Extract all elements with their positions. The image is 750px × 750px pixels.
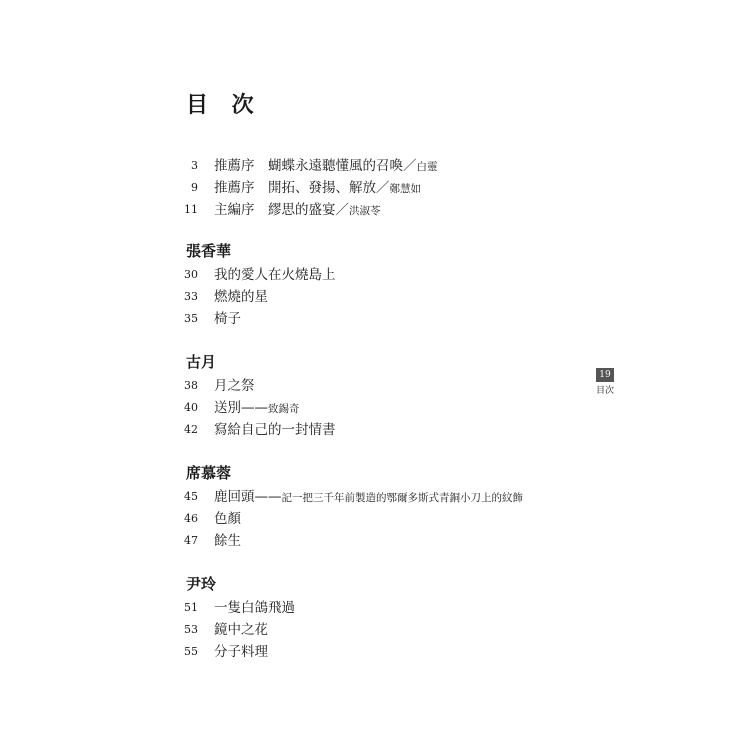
entry-text: 主編序 繆思的盛宴／洪淑苓 (214, 201, 381, 218)
entry-page-number: 40 (184, 401, 198, 414)
entry-title: 色顏 (214, 511, 241, 527)
toc-entry (0, 201, 381, 219)
entry-text (214, 488, 523, 507)
toc-entry (0, 310, 241, 328)
entry-title: 我的愛人在火燒島上 (214, 267, 336, 283)
entry-title: 椅子 (214, 311, 241, 327)
entry-title: 繆思的盛宴 (268, 201, 336, 218)
entry-page-number: 47 (184, 534, 198, 547)
entry-title: 月之祭 (214, 378, 255, 394)
entry-title: 寫給自己的一封情書 (214, 422, 336, 438)
entry-title: 一隻白鴿飛過 (214, 600, 295, 616)
entry-title: 開拓、發揚、解放 (268, 179, 376, 196)
section-heading-poet: 古月 (186, 353, 217, 371)
toc-entry (0, 488, 523, 506)
entry-page-number: 46 (184, 512, 198, 525)
toc-entry (0, 532, 241, 550)
page-title: 目 次 (186, 92, 262, 118)
toc-entry (0, 643, 268, 661)
entry-page-number: 9 (191, 181, 198, 194)
entry-page-number: 42 (184, 423, 198, 436)
toc-entry (0, 157, 438, 175)
entry-page-number: 55 (184, 645, 198, 658)
entry-author: 鄭慧如 (389, 182, 421, 195)
toc-entry (0, 399, 300, 417)
toc-entry (0, 288, 268, 306)
entry-label: 推薦序 (214, 157, 255, 174)
entry-title: 燃燒的星 (214, 289, 268, 305)
side-section-label: 目次 (596, 386, 615, 396)
entry-text: 推薦序 蝴蝶永遠聽懂風的召喚／白靈 (214, 157, 438, 174)
entry-label: 推薦序 (214, 179, 255, 196)
entry-title: 送別—— (214, 399, 268, 416)
entry-page-number: 35 (184, 312, 198, 325)
entry-label: 主編序 (214, 201, 255, 218)
entry-text: 推薦序 開拓、發揚、解放／鄭慧如 (214, 179, 421, 196)
entry-page-number: 33 (184, 290, 198, 303)
entry-title: 分子料理 (214, 644, 268, 660)
entry-page-number: 30 (184, 268, 198, 281)
entry-author: 洪淑苓 (349, 204, 381, 217)
entry-text (214, 399, 300, 418)
section-heading-poet: 尹玲 (186, 575, 217, 593)
entry-page-number: 3 (191, 159, 198, 172)
entry-page-number: 53 (184, 623, 198, 636)
toc-entry (0, 599, 295, 617)
entry-page-number: 38 (184, 379, 198, 392)
section-heading-poet: 席慕蓉 (186, 464, 232, 482)
entry-page-number: 51 (184, 601, 198, 614)
entry-title: 蝴蝶永遠聽懂風的召喚 (268, 157, 403, 174)
entry-title: 鹿回頭—— (214, 488, 282, 505)
entry-page-number: 45 (184, 490, 198, 503)
toc-entry (0, 510, 241, 528)
entry-title: 餘生 (214, 533, 241, 549)
side-page-number: 19 (596, 368, 614, 382)
toc-entry (0, 621, 268, 639)
entry-author: 白靈 (416, 160, 438, 173)
entry-subtitle: 致錫奇 (268, 402, 300, 415)
entry-page-number: 11 (184, 203, 198, 216)
toc-entry (0, 266, 336, 284)
section-heading-poet: 張香華 (186, 242, 232, 260)
entry-subtitle: 記一把三千年前製造的鄂爾多斯式青銅小刀上的紋飾 (281, 491, 523, 504)
toc-entry (0, 377, 255, 395)
toc-entry (0, 179, 421, 197)
entry-title: 鏡中之花 (214, 622, 268, 638)
toc-entry (0, 421, 336, 439)
